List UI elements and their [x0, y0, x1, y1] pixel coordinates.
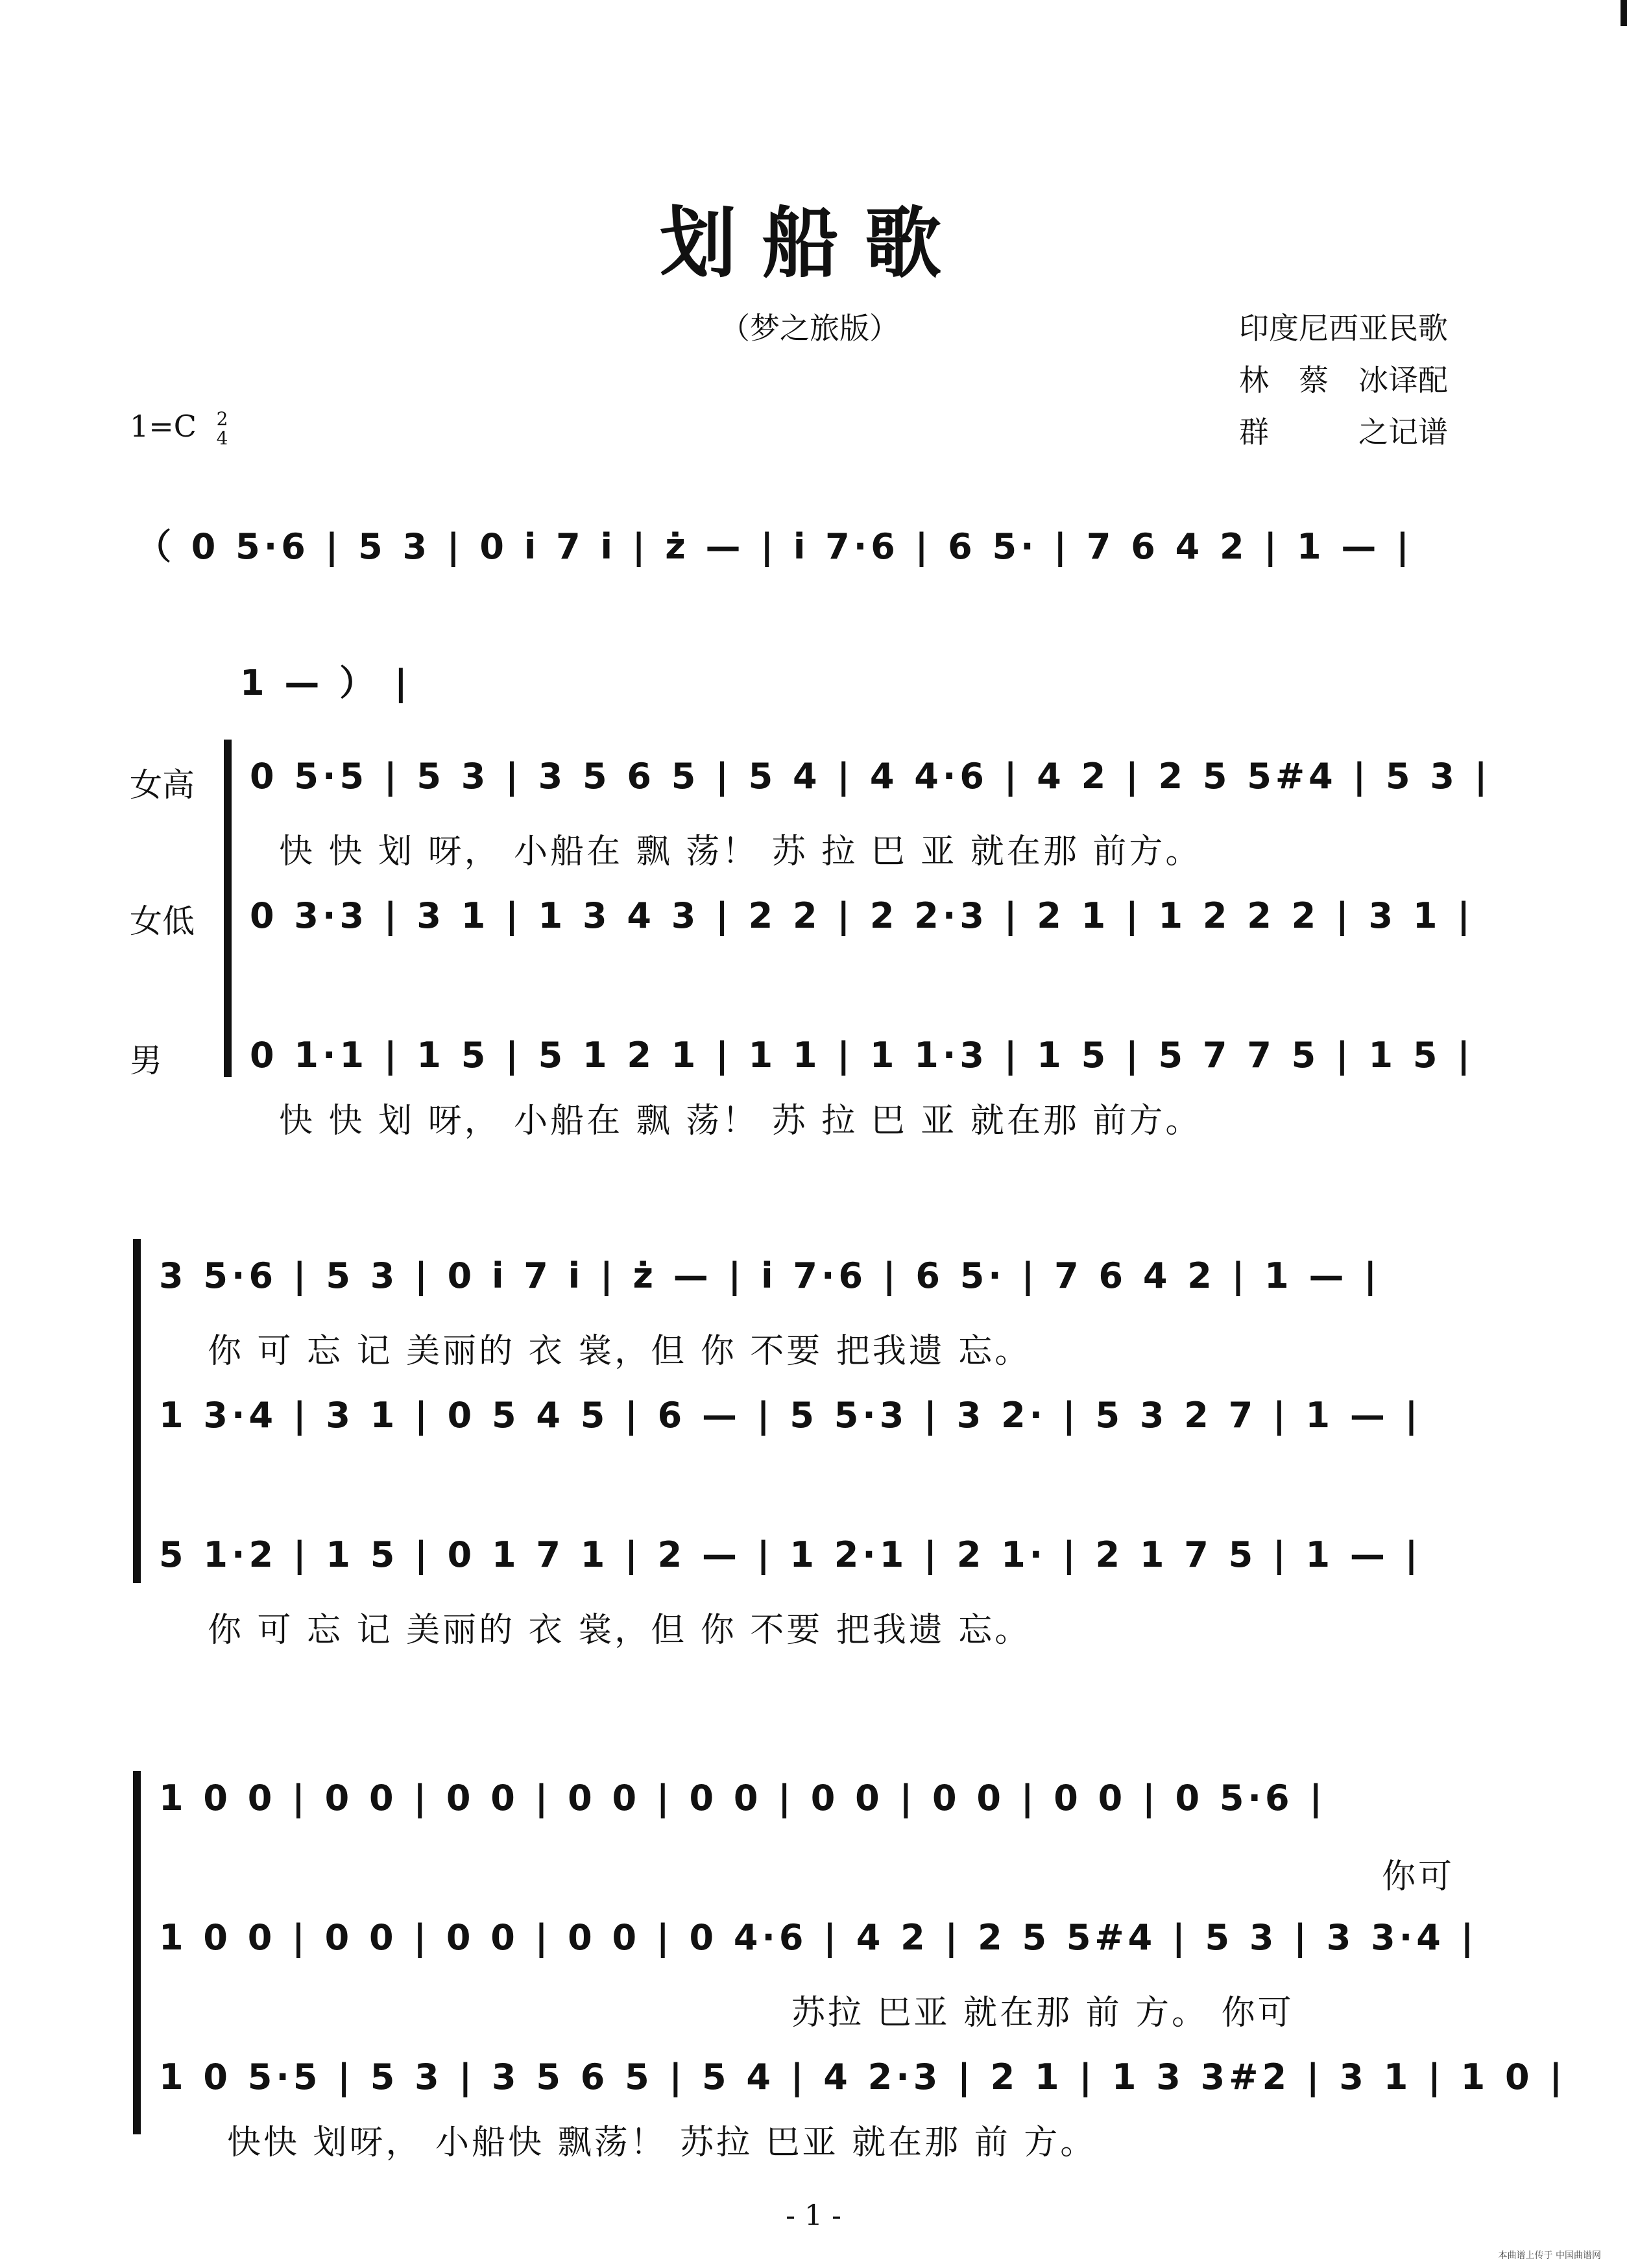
- system-2-bracket: [133, 1239, 141, 1583]
- s3-alto-notes: 1 0 0 | 0 0 | 0 0 | 0 0 | 0 4·6 | 4 2 | 2 5 5#4 | 5 3 | 3 3·4 |: [159, 1917, 1478, 1958]
- s1-lyric-bottom: 快 快 划 呀， 小船在 飘 荡！ 苏 拉 巴 亚 就在那 前方。: [279, 1102, 1202, 1140]
- system-3-bracket: [133, 1771, 141, 2134]
- label-soprano: 女高: [130, 766, 195, 804]
- s1-alto-notes: 0 3·3 | 3 1 | 1 3 4 3 | 2 2 | 2 2·3 | 2 1 | 1 2 2 2 | 3 1 |: [250, 895, 1475, 936]
- s2-lyric-top: 你 可 忘 记 美丽的 衣 裳，但 你 不要 把我遗 忘。: [208, 1332, 1031, 1371]
- version-label: （梦之旅版）: [720, 311, 899, 346]
- s3-soprano-notes: 1 0 0 | 0 0 | 0 0 | 0 0 | 0 0 | 0 0 | 0 0 | 0 0 | 0 5·6 |: [159, 1778, 1327, 1818]
- intro-line-1: （ 0 5·6 | 5 3 | 0 i 7 i | ż — | i 7·6 | 6 5· | 7 6 4 2 | 1 — |: [136, 526, 1413, 567]
- page-edge-mark: [1621, 0, 1627, 26]
- s1-lyric-top: 快 快 划 呀， 小船在 飘 荡！ 苏 拉 巴 亚 就在那 前方。: [279, 832, 1202, 871]
- credit-line-1: 印度尼西亚民歌: [1239, 311, 1448, 346]
- time-signature: [217, 409, 228, 448]
- intro-line-2: 1 — ） |: [240, 662, 411, 703]
- key-text: 1=C: [130, 409, 197, 444]
- footer-stamp: 本曲谱上传于 中国曲谱网: [1498, 2250, 1601, 2261]
- s1-male-notes: 0 1·1 | 1 5 | 5 1 2 1 | 1 1 | 1 1·3 | 1 5 | 5 7 7 5 | 1 5 |: [250, 1035, 1475, 1076]
- time-sig-top: 2: [216, 408, 228, 429]
- s3-lyric-top: 你可: [1382, 1857, 1455, 1896]
- credit-line-2: 林 蔡 冰译配: [1239, 363, 1448, 398]
- s2-alto-notes: 1 3·4 | 3 1 | 0 5 4 5 | 6 — | 5 5·3 | 3 2· | 5 3 2 7 | 1 — |: [159, 1395, 1422, 1436]
- s3-lyric-mid: 苏拉 巴亚 就在那 前 方。 你可: [791, 1994, 1294, 2033]
- s1-soprano-notes: 0 5·5 | 5 3 | 3 5 6 5 | 5 4 | 4 4·6 | 4 2 | 2 5 5#4 | 5 3 |: [250, 756, 1491, 797]
- s2-soprano-notes: 3 5·6 | 5 3 | 0 i 7 i | ż — | i 7·6 | 6 5· | 7 6 4 2 | 1 — |: [159, 1255, 1381, 1296]
- s3-lyric-bottom: 快快 划呀， 小船快 飘荡！ 苏拉 巴亚 就在那 前 方。: [227, 2123, 1097, 2162]
- key-signature: [130, 409, 228, 448]
- s3-male-notes: 1 0 5·5 | 5 3 | 3 5 6 5 | 5 4 | 4 2·3 | 2 1 | 1 3 3#2 | 3 1 | 1 0 |: [159, 2057, 1567, 2097]
- score-title: 划船歌: [659, 199, 967, 288]
- s2-male-notes: 5 1·2 | 1 5 | 0 1 7 1 | 2 — | 1 2·1 | 2 1· | 2 1 7 5 | 1 — |: [159, 1534, 1422, 1575]
- page-number: - 1 -: [786, 2199, 841, 2232]
- label-male: 男: [130, 1042, 162, 1080]
- system-1-bracket: [224, 740, 232, 1077]
- credit-line-3: 群 之记谱: [1239, 415, 1448, 450]
- time-sig-bottom: 4: [216, 428, 228, 449]
- s2-lyric-bottom: 你 可 忘 记 美丽的 衣 裳，但 你 不要 把我遗 忘。: [208, 1611, 1031, 1650]
- label-alto: 女低: [130, 902, 195, 940]
